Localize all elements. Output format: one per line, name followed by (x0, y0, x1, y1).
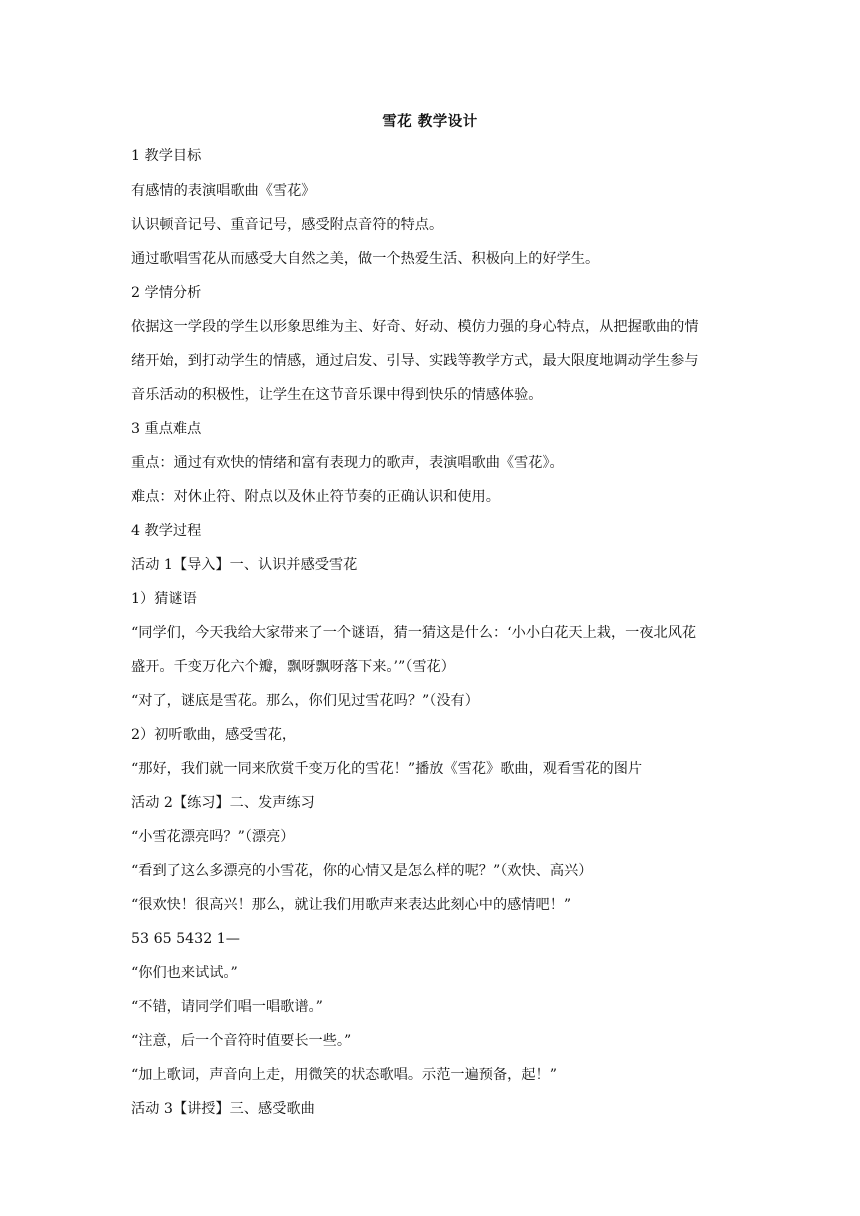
paragraph-line: 依据这一学段的学生以形象思维为主、好奇、好动、模仿力强的身心特点，从把握歌曲的情 (131, 319, 699, 335)
heading-teaching-process: 4 教学过程 (131, 523, 202, 539)
paragraph-line: 2）初听歌曲，感受雪花， (131, 727, 297, 743)
paragraph-line: “很欢快！很高兴！那么，就让我们用歌声来表达此刻心中的感情吧！” (131, 897, 572, 913)
paragraph-line: 难点：对休止符、附点以及休止符节奏的正确认识和使用。 (131, 489, 500, 505)
paragraph-line: 通过歌唱雪花从而感受大自然之美，做一个热爱生活、积极向上的好学生。 (131, 251, 600, 267)
paragraph-line: 认识顿音记号、重音记号，感受附点音符的特点。 (131, 217, 444, 233)
activity-heading: 活动 2【练习】二、发声练习 (131, 795, 315, 811)
paragraph-line: “不错，请同学们唱一唱歌谱。” (131, 999, 323, 1015)
heading-teaching-goals: 1 教学目标 (131, 148, 202, 164)
notation-line: 53 65 5432 1— (131, 931, 240, 947)
paragraph-line: “同学们，今天我给大家带来了一个谜语，猜一猜这是什么：‘小小白花天上栽，一夜北风花 (131, 625, 697, 641)
paragraph-line: “看到了这么多漂亮的小雪花，你的心情又是怎么样的呢？”（欢快、高兴） (131, 863, 593, 879)
activity-heading: 活动 3【讲授】三、感受歌曲 (131, 1101, 315, 1117)
paragraph-line: 绪开始，到打动学生的情感，通过启发、引导、实践等教学方式，最大限度地调动学生参与 (131, 353, 699, 369)
paragraph-line: “加上歌词，声音向上走，用微笑的状态歌唱。示范一遍预备，起！” (131, 1067, 557, 1083)
paragraph-line: 音乐活动的积极性，让学生在这节音乐课中得到快乐的情感体验。 (131, 387, 543, 403)
document-title: 雪花 教学设计 (382, 113, 478, 130)
paragraph-line: “注意，后一个音符时值要长一些。” (131, 1033, 352, 1049)
heading-key-points: 3 重点难点 (131, 421, 202, 437)
paragraph-line: 重点：通过有欢快的情绪和富有表现力的歌声，表演唱歌曲《雪花》。 (131, 455, 564, 471)
paragraph-line: “那好，我们就一同来欣赏千变万化的雪花！”播放《雪花》歌曲，观看雪花的图片 (131, 761, 643, 777)
paragraph-line: 1）猜谜语 (131, 591, 197, 607)
heading-student-analysis: 2 学情分析 (131, 285, 202, 301)
paragraph-line: 有感情的表演唱歌曲《雪花》 (131, 183, 316, 199)
paragraph-line: “对了，谜底是雪花。那么，你们见过雪花吗？”（没有） (131, 693, 479, 709)
activity-heading: 活动 1【导入】一、认识并感受雪花 (131, 557, 358, 573)
paragraph-line: “你们也来试试。” (131, 965, 238, 981)
paragraph-line: “小雪花漂亮吗？”（漂亮） (131, 829, 295, 845)
paragraph-line: 盛开。千变万化六个瓣，飘呀飘呀落下来。’”（雪花） (131, 659, 455, 675)
